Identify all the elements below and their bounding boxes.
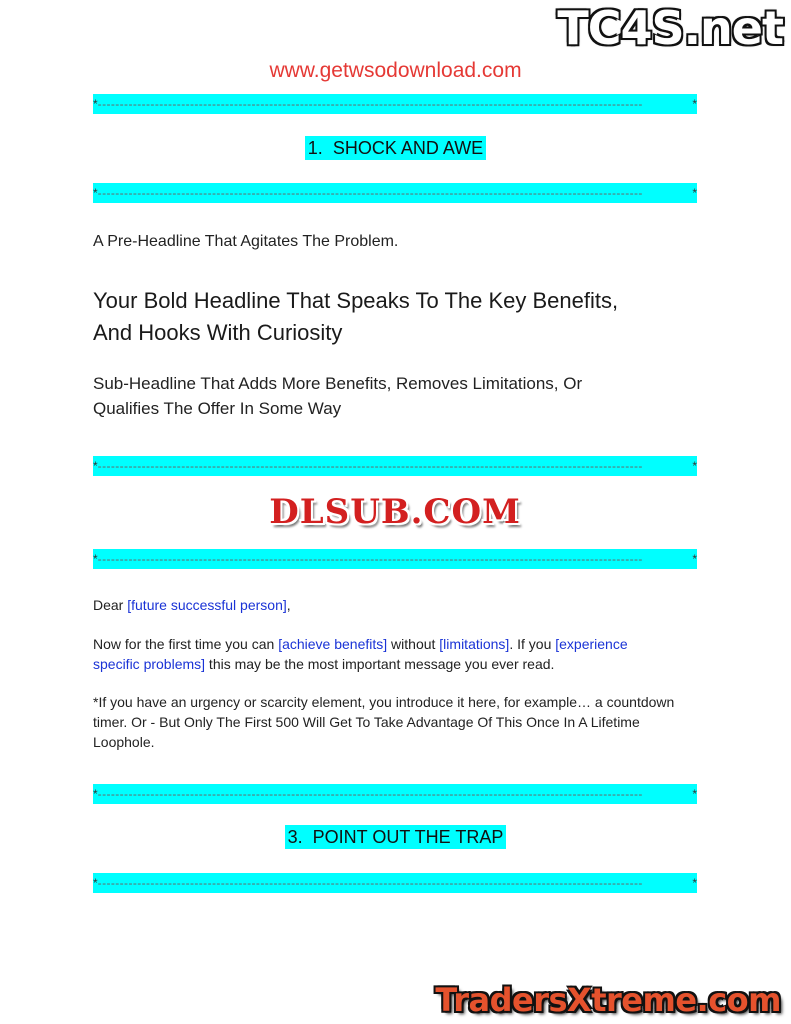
headline-line: And Hooks With Curiosity — [93, 320, 343, 345]
divider-dashes: ---------------------------------------------------------------------------------------------------------------------------- — [97, 97, 643, 111]
divider-bar — [93, 549, 697, 569]
paragraph-text: this may be the most important message you ever read. — [205, 656, 555, 672]
divider-bar — [93, 784, 697, 804]
divider-star: * — [692, 787, 697, 801]
divider-bar — [93, 456, 697, 476]
section-heading-box — [305, 136, 486, 160]
section-heading-box — [285, 825, 507, 849]
divider-dashes: ---------------------------------------------------------------------------------------------------------------------------- — [97, 552, 643, 566]
section-number: 3. — [287, 827, 303, 847]
divider-star: * — [93, 459, 98, 473]
section-heading-3 — [0, 827, 791, 848]
divider-bar — [93, 183, 697, 203]
pre-headline: A Pre-Headline That Agitates The Problem. — [93, 233, 399, 250]
paragraph-text: Now for the first time you can — [93, 636, 279, 652]
sub-headline — [93, 371, 713, 421]
divider-star: * — [93, 97, 98, 111]
divider-star: * — [692, 552, 697, 566]
paragraph-line: *If you have an urgency or scarcity element, you introduce it here, for example… a countdown — [93, 694, 675, 710]
paragraph-text: . If you — [509, 636, 556, 652]
main-headline — [93, 285, 713, 349]
dlsub-logo — [255, 494, 535, 530]
divider-star: * — [692, 97, 697, 111]
limitations-placeholder: [limitations] — [439, 636, 510, 652]
salutation — [93, 595, 703, 615]
logo-text: DLSUB.COM — [269, 492, 521, 532]
divider-star: * — [692, 186, 697, 200]
paragraph-line: Loophole. — [93, 734, 155, 750]
problems-placeholder: specific problems] — [93, 656, 206, 672]
recipient-placeholder: [future successful person] — [127, 597, 287, 613]
divider-dashes: ---------------------------------------------------------------------------------------------------------------------------- — [97, 787, 643, 801]
tradersxtreme-watermark: TradersXtreme.com — [435, 981, 781, 1019]
urgency-paragraph — [93, 692, 703, 752]
tc4s-watermark: TC4S.net — [557, 1, 783, 55]
divider-dashes: ---------------------------------------------------------------------------------------------------------------------------- — [97, 186, 643, 200]
divider-dashes: ---------------------------------------------------------------------------------------------------------------------------- — [97, 459, 643, 473]
section-title: POINT OUT THE TRAP — [312, 827, 504, 847]
divider-star: * — [692, 459, 697, 473]
divider-star: * — [93, 787, 98, 801]
divider-bar — [93, 94, 697, 114]
paragraph-line: timer. Or - But Only The First 500 Will Get To Take Advantage Of This Once In A Lifetime — [93, 714, 640, 730]
paragraph-text: without — [387, 636, 440, 652]
benefits-placeholder: [achieve benefits] — [278, 636, 388, 652]
salutation-prefix: Dear — [93, 597, 128, 613]
headline-line: Your Bold Headline That Speaks To The Key Benefits, — [93, 288, 619, 313]
divider-star: * — [93, 876, 98, 890]
subheadline-line: Sub-Headline That Adds More Benefits, Removes Limitations, Or — [93, 374, 583, 393]
divider-bar — [93, 873, 697, 893]
salutation-suffix: , — [286, 597, 291, 613]
divider-star: * — [93, 186, 98, 200]
subheadline-line: Qualifies The Offer In Some Way — [93, 399, 342, 418]
problems-placeholder: [experience — [555, 636, 628, 652]
section-number: 1. — [307, 138, 323, 158]
divider-dashes: ---------------------------------------------------------------------------------------------------------------------------- — [97, 876, 643, 890]
section-title: SHOCK AND AWE — [332, 138, 484, 158]
divider-star: * — [93, 552, 98, 566]
divider-star: * — [692, 876, 697, 890]
intro-paragraph — [93, 634, 703, 674]
section-heading-1 — [0, 138, 791, 159]
site-url[interactable]: www.getwsodownload.com — [269, 59, 522, 82]
